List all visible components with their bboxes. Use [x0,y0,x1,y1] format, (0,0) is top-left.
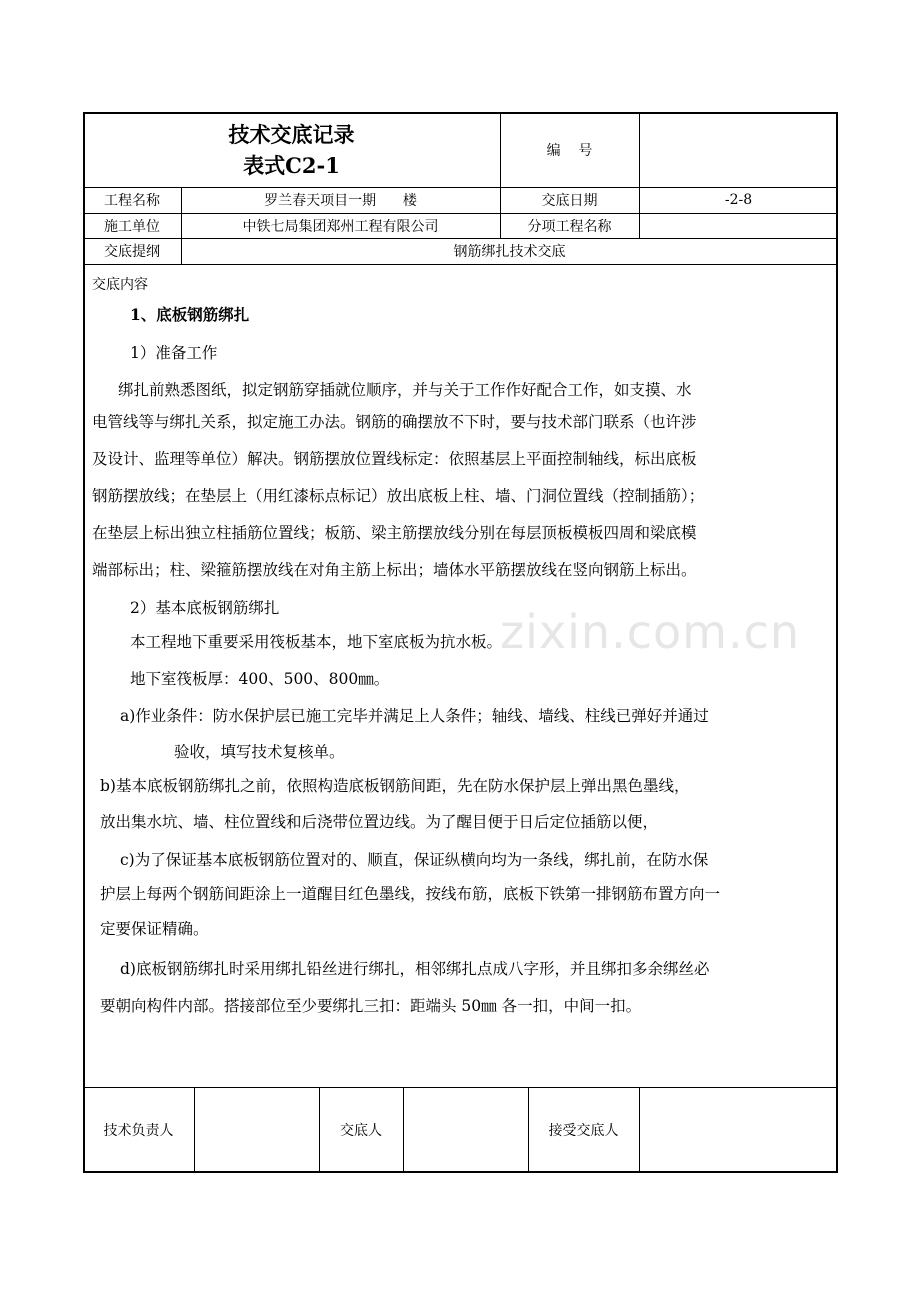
item-c: 定要保证精确。 [100,920,209,938]
tech-lead-value [194,1087,319,1173]
prep-line: 在垫层上标出独立柱插筋位置线；板筋、梁主筋摆放线分别在每层顶板模板四周和梁底模 [92,524,697,542]
form-code: 表式C2-1 [243,153,340,178]
outline-label: 交底提纲 [104,244,160,260]
prep-line: 端部标出；柱、梁箍筋摆放线在对角主筋上标出；墙体水平筋摆放线在竖向钢筋上标出。 [92,561,697,579]
prep-line: 钢筋摆放线；在垫层上（用红漆标点标记）放出底板上柱、墙、门洞位置线（控制插筋）； [92,487,705,505]
item-c: 护层上每两个钢筋间距涂上一道醒目红色墨线，按线布筋，底板下铁第一排钢筋布置方向一 [100,885,721,903]
form-title: 技术交底记录 [228,122,355,147]
contractor-label: 施工单位 [104,218,160,235]
subproject-value [639,213,838,238]
number-label: 编 号 [546,142,593,159]
item-a: 验收，填写技术复核单。 [174,743,345,761]
subsection-base: 2）基本底板钢筋绑扎 [130,599,280,617]
section-heading: 1、底板钢筋绑扎 [130,305,250,324]
outline-value: 钢筋绑扎技术交底 [453,244,566,260]
subsection-prep: 1）准备工作 [130,344,218,362]
number-value [639,112,838,187]
subproject-label: 分项工程名称 [527,218,612,235]
prep-line: 电管线等与绑扎关系，拟定施工办法。钢筋的确摆放不下时，要与技术部门联系（也许涉 [92,413,697,431]
item-a: a)作业条件：防水保护层已施工完毕并满足上人条件；轴线、墙线、柱线已弹好并通过 [120,707,709,725]
base-line: 本工程地下重要采用筏板基本，地下室底板为抗水板。 [130,633,503,651]
watermark: zixin.com.cn [500,605,801,659]
date-value: -2-8 [724,192,753,208]
prep-line: 及设计、监理等单位）解决。钢筋摆放位置线标定：依照基层上平面控制轴线，标出底板 [92,450,697,468]
rule [83,264,838,265]
tech-lead-label: 技术负责人 [103,1123,174,1139]
content-label: 交底内容 [92,277,148,293]
prep-line: 绑扎前熟悉图纸，拟定钢筋穿插就位顺序，并与关于工作作好配合工作，如支摸、水 [118,381,692,399]
discloser-value [403,1087,528,1173]
receiver-value [639,1087,838,1173]
receiver-label: 接受交底人 [548,1123,619,1139]
contractor-value: 中铁七局集团郑州工程有限公司 [242,218,439,235]
item-c: c)为了保证基本底板钢筋位置对的、顺直，保证纵横向均为一条线，绑扎前，在防水保 [120,851,709,869]
item-b: b)基本底板钢筋绑扎之前，依照构造底板钢筋间距，先在防水保护层上弹出黑色墨线， [100,777,690,795]
item-d: d)底板钢筋绑扎时采用绑扎铅丝进行绑扎，相邻绑扎点成八字形，并且绑扣多余绑丝必 [120,960,710,978]
date-label: 交底日期 [541,193,598,209]
project-name-label: 工程名称 [104,193,160,209]
discloser-label: 交底人 [340,1123,382,1139]
project-name-value: 罗兰春天项目一期 楼 [264,193,417,209]
item-b: 放出集水坑、墙、柱位置线和后浇带位置边线。为了醒目便于日后定位插筋以便， [100,813,659,831]
item-d: 要朝向构件内部。搭接部位至少要绑扎三扣：距端头 50㎜ 各一扣，中间一扣。 [100,997,642,1015]
base-line: 地下室筏板厚：400、500、800㎜。 [130,670,390,688]
